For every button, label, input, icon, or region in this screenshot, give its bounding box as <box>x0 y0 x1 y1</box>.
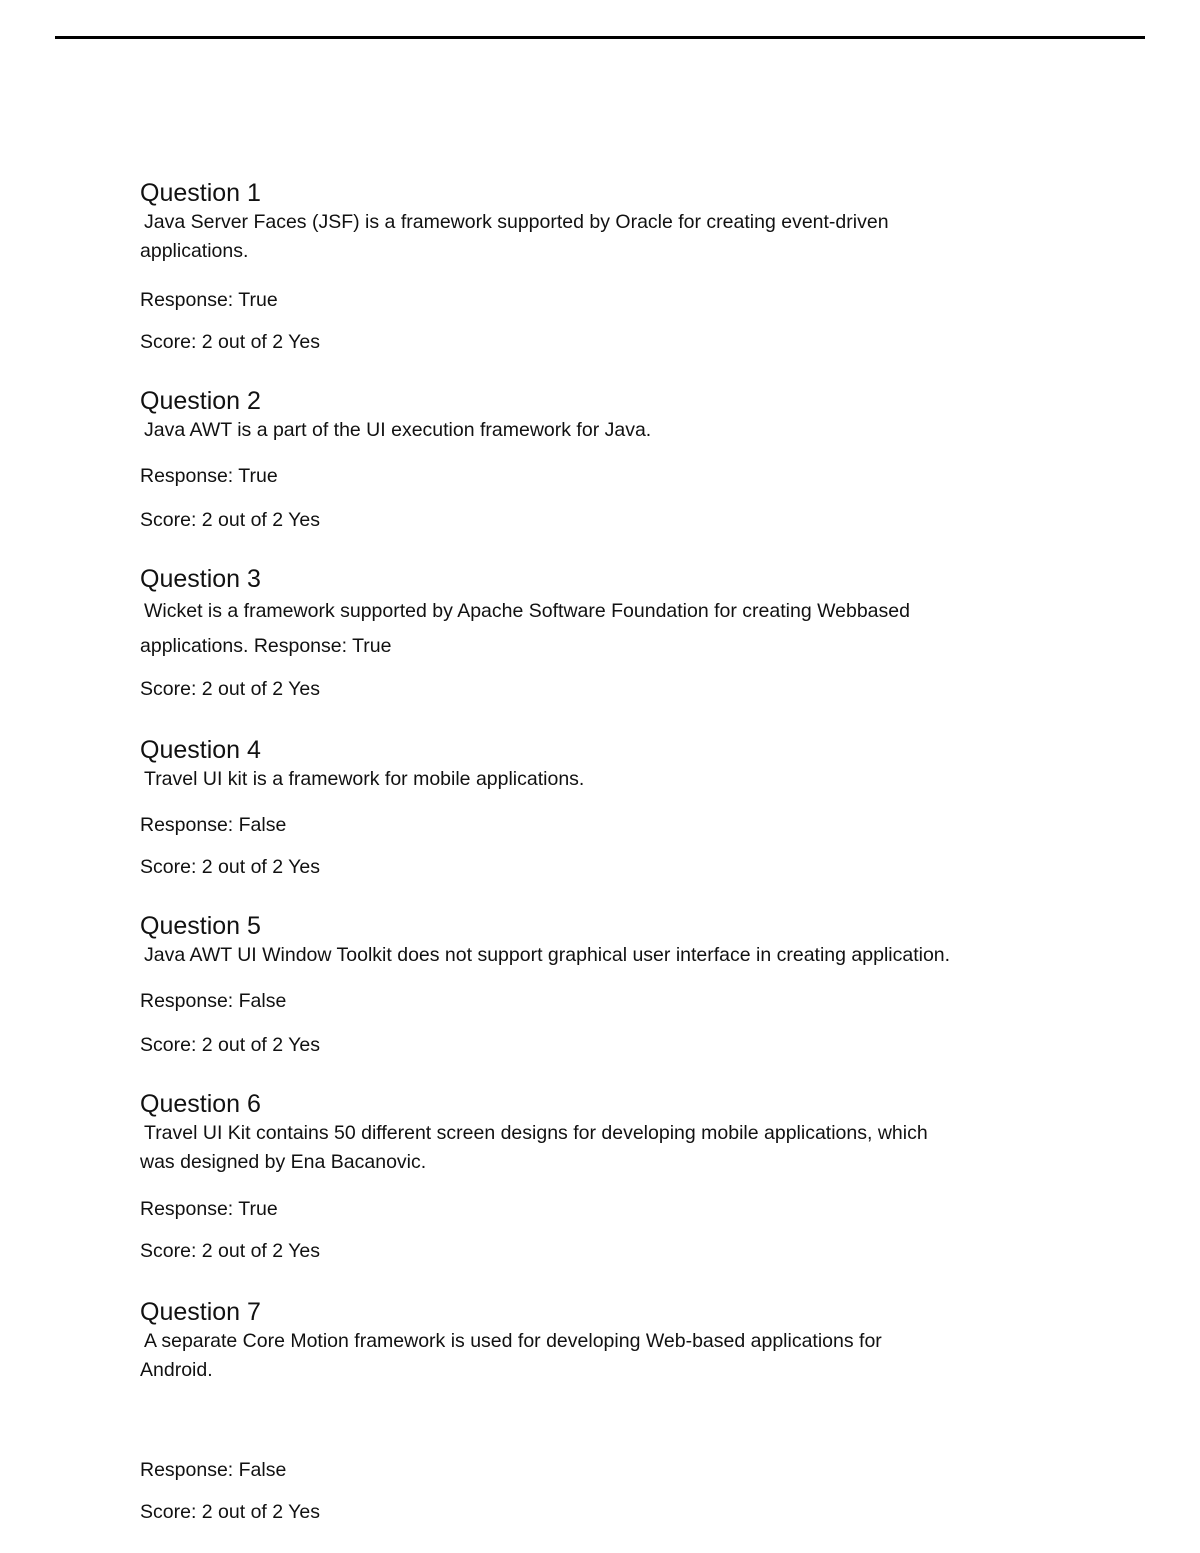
score-7: Score: 2 out of 2 Yes <box>140 1501 320 1523</box>
question-text <box>140 594 1060 664</box>
question-2 <box>140 386 1060 445</box>
question-text <box>140 765 1060 794</box>
question-text-line: applications. Response: True <box>140 635 392 657</box>
question-3 <box>140 564 1060 664</box>
question-title: Question 1 <box>140 179 261 207</box>
header-rule <box>55 36 1145 39</box>
question-text-line: Java Server Faces (JSF) is a framework supported by Oracle for creating event-driven <box>144 211 889 233</box>
question-4 <box>140 735 1060 794</box>
response-7: Response: False <box>140 1459 287 1481</box>
question-text-line: Travel UI kit is a framework for mobile applications. <box>144 768 585 790</box>
response-6: Response: True <box>140 1198 278 1220</box>
question-text <box>140 208 1060 266</box>
question-1 <box>140 178 1060 266</box>
question-text <box>140 941 1060 970</box>
question-title: Question 4 <box>140 736 261 764</box>
question-title: Question 3 <box>140 565 261 593</box>
score-1: Score: 2 out of 2 Yes <box>140 331 320 353</box>
question-text-line: A separate Core Motion framework is used for developing Web-based applications for <box>144 1330 882 1352</box>
question-text-line: was designed by Ena Bacanovic. <box>140 1151 427 1173</box>
question-title: Question 6 <box>140 1090 261 1118</box>
question-text-line: Wicket is a framework supported by Apache Software Foundation for creating Webbased <box>144 600 910 622</box>
question-text-line: Travel UI Kit contains 50 different screen designs for developing mobile applications, which <box>144 1122 928 1144</box>
question-text <box>140 1327 1060 1385</box>
question-text-line: applications. <box>140 240 249 262</box>
question-text <box>140 1119 1060 1177</box>
response-2: Response: True <box>140 465 278 487</box>
question-title: Question 5 <box>140 912 261 940</box>
question-6 <box>140 1089 1060 1177</box>
score-5: Score: 2 out of 2 Yes <box>140 1034 320 1056</box>
score-3: Score: 2 out of 2 Yes <box>140 678 320 700</box>
response-5: Response: False <box>140 990 287 1012</box>
question-text <box>140 416 1060 445</box>
question-text-line: Java AWT UI Window Toolkit does not support graphical user interface in creating application. <box>144 944 951 966</box>
question-5 <box>140 911 1060 970</box>
score-6: Score: 2 out of 2 Yes <box>140 1240 320 1262</box>
question-7 <box>140 1297 1060 1385</box>
question-title: Question 7 <box>140 1298 261 1326</box>
question-text-line: Java AWT is a part of the UI execution framework for Java. <box>144 419 652 441</box>
response-1: Response: True <box>140 289 278 311</box>
question-title: Question 2 <box>140 387 261 415</box>
response-4: Response: False <box>140 814 287 836</box>
score-4: Score: 2 out of 2 Yes <box>140 856 320 878</box>
question-text-line: Android. <box>140 1359 213 1381</box>
score-2: Score: 2 out of 2 Yes <box>140 509 320 531</box>
